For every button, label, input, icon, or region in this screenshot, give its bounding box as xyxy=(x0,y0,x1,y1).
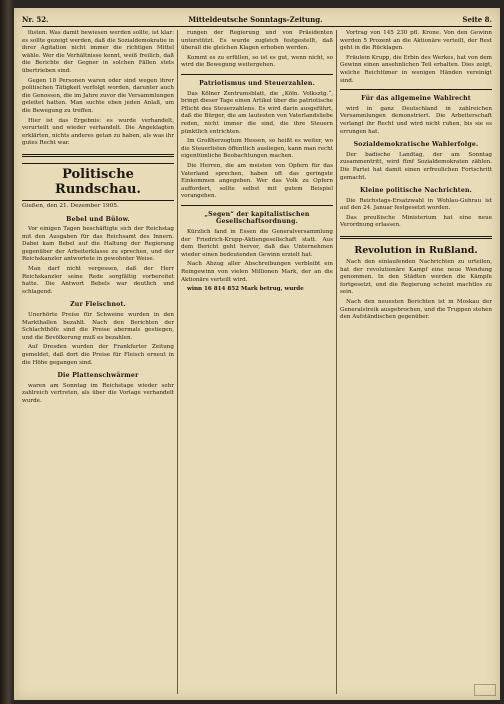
article-paragraph: Kommt es zu erfüllen, so ist es gut, wenn nicht, so wird die Bewegung weitergehen. xyxy=(181,54,333,69)
article-paragraph: Kürzlich fand in Essen die Generalversammlung der Friedrich-Krupp-Aktiengesellschaft statt. Aus dem Bericht geht hervor, daß das Unternehmen wieder einen bedeutenden Gewinn erzielt hat. xyxy=(181,229,333,258)
column-rule xyxy=(177,30,178,694)
article-paragraph: Unerhörte Preise für Schweine wurden in den Markthallen bezahlt. Nach den Berichten der Schlachthöfe sind die Preise abermals gestiegen, und die Bevölkerung muß es bezahlen. xyxy=(22,312,174,341)
article-paragraph: Nach Abzug aller Abschreibungen verbleibt ein Reingewinn von vielen Millionen Mark, der an die Aktionäre verteilt wird. xyxy=(181,261,333,283)
article-paragraph: Der badische Landtag, der am Sonntag zusammentritt, wird fünf Sozialdemokraten zählen. Die Partei hat damit einen erfreulichen Fortschritt gemacht. xyxy=(340,151,492,181)
article-paragraph: Im Großherzogtum Hessen, so heißt es weiter, wo die Steuerlisten öffentlich ausliegen, kann man recht eigentümliche Beobachtungen machen. xyxy=(181,138,333,160)
article-paragraph: waren am Sonntag im Reichstage wieder sehr zahlreich vertreten, als über die Vorlage verhandelt wurde. xyxy=(22,382,174,404)
article-heading: Patriotismus und Steuerzahlen. xyxy=(199,79,315,87)
section-title: Revolution in Rußland. xyxy=(354,245,478,257)
article-paragraph: Das preußische Ministerium hat eine neue Verordnung erlassen. xyxy=(340,214,492,229)
header-rule xyxy=(22,26,492,27)
article-paragraph: Man darf nicht vergessen, daß der Herr Reichskanzler seine Rede sorgfältig vorbereitet hatte. Die Antwort Bebels war deutlich und schlagend. xyxy=(22,266,174,295)
dateline: Gießen, den 21. Dezember 1905. xyxy=(22,202,119,209)
article-paragraph: Gegen 18 Personen waren oder sind wegen ihrer politischen Tätigkeit verfolgt worden, darunter auch die Genossen, die im Jahre zuvor die Versammlungen geleitet hatten. Man suchte eben jeden Anlaß, um die Bewegung zu treffen. xyxy=(22,77,174,114)
article-heading: Zur Fleischnot. xyxy=(70,301,126,309)
article-paragraph: Das Kölner Zentrumsblatt, die „Köln. Volksztg.“, bringt dieser Tage einen Artikel über die patriotische Pflicht des Steuerzahlens. Es wird darin ausgeführt, daß die Bürger, die am lautesten von Vaterlandsliebe reden, nicht immer die sind, die ihre Steuern pünktlich entrichten. xyxy=(181,90,333,135)
page-header xyxy=(22,12,492,26)
article-paragraph: lüsten. Was damit bewiesen werden sollte, ist klar: es sollte gezeigt werden, daß die Sozialdemokratie in ihrer Agitation nicht immer die richtigen Mittel wähle. Wer die Verhältnisse kennt, weiß freilich, daß die Berichte der Gegner in solchen Fällen stets übertrieben sind. xyxy=(22,30,174,74)
article-heading: Sozialdemokratische Wahlerfolge. xyxy=(353,141,479,149)
article-paragraph: wird in ganz Deutschland in zahlreichen Versammlungen demonstriert. Die Arbeiterschaft verlangt ihr Recht und wird nicht ruhen, bis sie es errungen hat. xyxy=(340,105,492,135)
article-paragraph: Die Reichstags-Ersatzwahl in Wohlau-Guhrau ist auf den 24. Januar festgesetzt worden. xyxy=(340,197,492,212)
newspaper-title: Mitteldeutsche Sonntags-Zeitung. xyxy=(188,14,323,24)
article-heading: Für das allgemeine Wahlrecht xyxy=(361,95,471,103)
article-paragraph: Die Herren, die am meisten von Opfern für das Vaterland sprechen, haben oft das geringste Einkommen angegeben. Wer das Volk zu Opfern auffordert, sollte selbst mit gutem Beispiel vorangehen. xyxy=(181,162,333,200)
section-divider xyxy=(340,89,492,90)
section-divider xyxy=(340,236,492,239)
article-paragraph: Fräulein Krupp, die Erbin des Werkes, hat von dem Gewinn einen ansehnlichen Teil erhalten. Dies zeigt, welche Reichtümer in wenigen Händen vereinigt sind. xyxy=(340,54,492,84)
column-rule xyxy=(336,30,337,694)
book-binding xyxy=(0,0,14,704)
article-paragraph: Nach den einlaufenden Nachrichten zu urteilen, hat der revolutionäre Kampf eine neue Wendung genommen. In den Städten werden die Kämpfe fortgesetzt, und die Regierung scheint machtlos zu sein. xyxy=(340,259,492,296)
section-title: Politische Rundschau. xyxy=(22,163,174,201)
article-paragraph: rungen der Regierung und von Präsidenten unterstützt. Es wurde zugleich festgestellt, daß überall die gleichen Klagen erhoben werden. xyxy=(181,30,333,52)
article-heading: „Segen“ der kapitalistischen Gesellschaftsordnung. xyxy=(204,210,310,226)
article-paragraph: Nach den neuesten Berichten ist in Moskau der Generalstreik ausgebrochen, und die Truppen stehen den Aufständischen gegenüber. xyxy=(340,299,492,321)
page-number: Seite 8. xyxy=(462,14,492,24)
section-divider xyxy=(22,154,174,157)
column-1 xyxy=(22,30,174,694)
column-2 xyxy=(181,30,333,694)
section-divider xyxy=(181,74,333,75)
article-paragraph: Hier ist das Ergebnis: es wurde verhandelt, verurteilt und wieder verhandelt. Die Angeklagten erklärten, nichts anderes getan zu haben, als was ihr gutes Recht war. xyxy=(22,117,174,147)
article-paragraph: Vortrag von 145 230 pfl. Krone. Von den Gewinn werden 5 Prozent an die Aktionäre verteilt, der Rest geht in die Rücklagen. xyxy=(340,30,492,52)
article-paragraph: Vor einigen Tagen beschäftigte sich der Reichstag mit den Ausgaben für das Reichsamt des Innern. Dabei kam Bebel auf die Haltung der Regierung gegenüber der Arbeiterklasse zu sprechen, und der Reichskanzler antwortete in gewohnter Weise. xyxy=(22,226,174,263)
section-divider xyxy=(181,205,333,206)
article-paragraph: winn 16 814 852 Mark betrug, wurde xyxy=(187,286,304,293)
article-heading: Bebel und Bülow. xyxy=(66,215,130,223)
issue-number: Nr. 52. xyxy=(22,14,49,24)
column-3 xyxy=(340,30,492,694)
newspaper-page xyxy=(14,8,500,700)
library-stamp xyxy=(474,684,496,696)
article-heading: Die Plattenschwärmer xyxy=(57,372,139,380)
article-heading: Kleine politische Nachrichten. xyxy=(359,187,473,195)
article-paragraph: Auf Dresden wurden der Frankfurter Zeitung gemeldet, daß dort die Preise für Fleisch erneut in die Höhe gegangen sind. xyxy=(22,344,174,366)
